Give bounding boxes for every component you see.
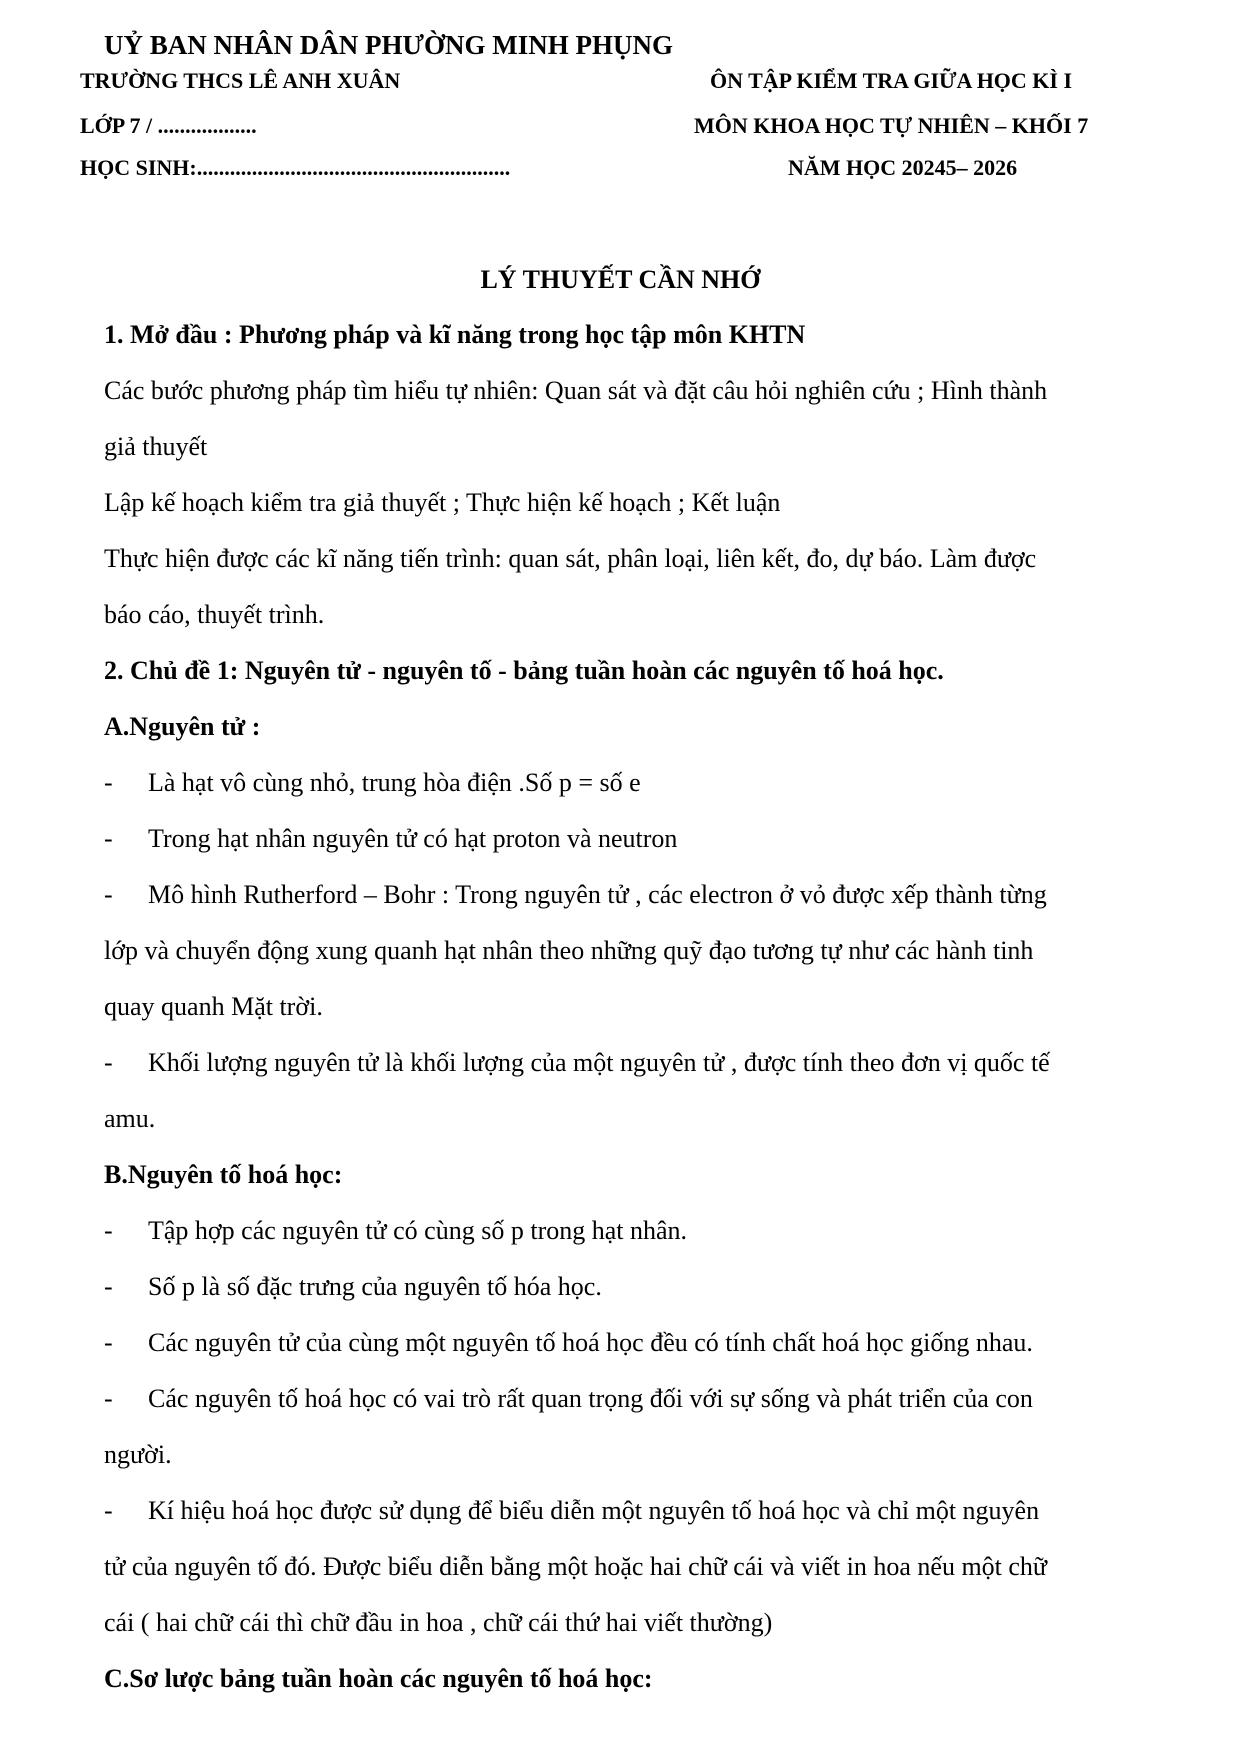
list-item-continuation: lớp và chuyển động xung quanh hạt nhân theo những quỹ đạo tương tự như các hành tinh [104, 936, 1034, 965]
subject-line: MÔN KHOA HỌC TỰ NHIÊN – KHỐI 7 [694, 113, 1089, 138]
list-item-text: Các nguyên tử của cùng một nguyên tố hoá học đều có tính chất hoá học giống nhau. [148, 1328, 1033, 1357]
bullet: - [104, 1272, 113, 1301]
school-year: NĂM HỌC 20245– 2026 [788, 155, 1018, 180]
paragraph: giả thuyết [104, 432, 208, 461]
list-item-text: Mô hình Rutherford – Bohr : Trong nguyên tử , các electron ở vỏ được xếp thành từng [148, 880, 1047, 909]
list-item-continuation: cái ( hai chữ cái thì chữ đầu in hoa , chữ cái thứ hai viết thường) [104, 1608, 773, 1637]
list-item-text: Kí hiệu hoá học được sử dụng để biểu diễn một nguyên tố hoá học và chỉ một nguyên [148, 1496, 1040, 1525]
document-title: LÝ THUYẾT CẦN NHỚ [480, 265, 761, 294]
subsection-b-heading: B.Nguyên tố hoá học: [104, 1160, 343, 1189]
bullet: - [104, 1048, 113, 1077]
paragraph: Các bước phương pháp tìm hiểu tự nhiên: Quan sát và đặt câu hỏi nghiên cứu ; Hình thành [104, 376, 1048, 405]
class-line: LỚP 7 / .................. [80, 113, 257, 138]
list-item-continuation: tử của nguyên tố đó. Được biểu diễn bằng một hoặc hai chữ cái và viết in hoa nếu một chữ [104, 1552, 1048, 1581]
subsection-a-heading: A.Nguyên tử : [104, 712, 261, 741]
paragraph: báo cáo, thuyết trình. [104, 600, 325, 629]
student-line: HỌC SINH:......................................................... [80, 155, 511, 180]
section-2-heading: 2. Chủ đề 1: Nguyên tử - nguyên tố - bảng tuần hoàn các nguyên tố hoá học. [104, 656, 944, 685]
paragraph: Thực hiện được các kĩ năng tiến trình: quan sát, phân loại, liên kết, đo, dự báo. Làm được [104, 544, 1037, 573]
subsection-c-heading: C.Sơ lược bảng tuần hoàn các nguyên tố hoá học: [104, 1664, 653, 1693]
list-item-continuation: người. [104, 1440, 172, 1469]
exam-title: ÔN TẬP KIỂM TRA GIỮA HỌC KÌ I [710, 68, 1073, 93]
paragraph: Lập kế hoạch kiểm tra giả thuyết ; Thực hiện kế hoạch ; Kết luận [104, 488, 781, 517]
bullet: - [104, 880, 113, 909]
list-item-continuation: quay quanh Mặt trời. [104, 992, 323, 1021]
list-item-text: Các nguyên tố hoá học có vai trò rất quan trọng đối với sự sống và phát triển của con [148, 1384, 1033, 1413]
bullet: - [104, 824, 113, 853]
bullet: - [104, 1384, 113, 1413]
list-item-text: Tập hợp các nguyên tử có cùng số p trong hạt nhân. [148, 1216, 688, 1245]
section-1-heading: 1. Mở đầu : Phương pháp và kĩ năng trong học tập môn KHTN [104, 320, 806, 349]
school-name: TRƯỜNG THCS LÊ ANH XUÂN [80, 68, 401, 93]
list-item-text: Số p là số đặc trưng của nguyên tố hóa học. [148, 1272, 602, 1301]
list-item-text: Trong hạt nhân nguyên tử có hạt proton và neutron [148, 824, 678, 853]
committee-name: UỶ BAN NHÂN DÂN PHƯỜNG MINH PHỤNG [104, 30, 673, 60]
bullet: - [104, 768, 113, 797]
bullet: - [104, 1328, 113, 1357]
list-item-text: Khối lượng nguyên tử là khối lượng của một nguyên tử , được tính theo đơn vị quốc tế [148, 1048, 1050, 1077]
bullet: - [104, 1216, 113, 1245]
list-item-text: Là hạt vô cùng nhỏ, trung hòa điện .Số p = số e [148, 768, 641, 797]
bullet: - [104, 1496, 113, 1525]
list-item-continuation: amu. [104, 1104, 156, 1133]
